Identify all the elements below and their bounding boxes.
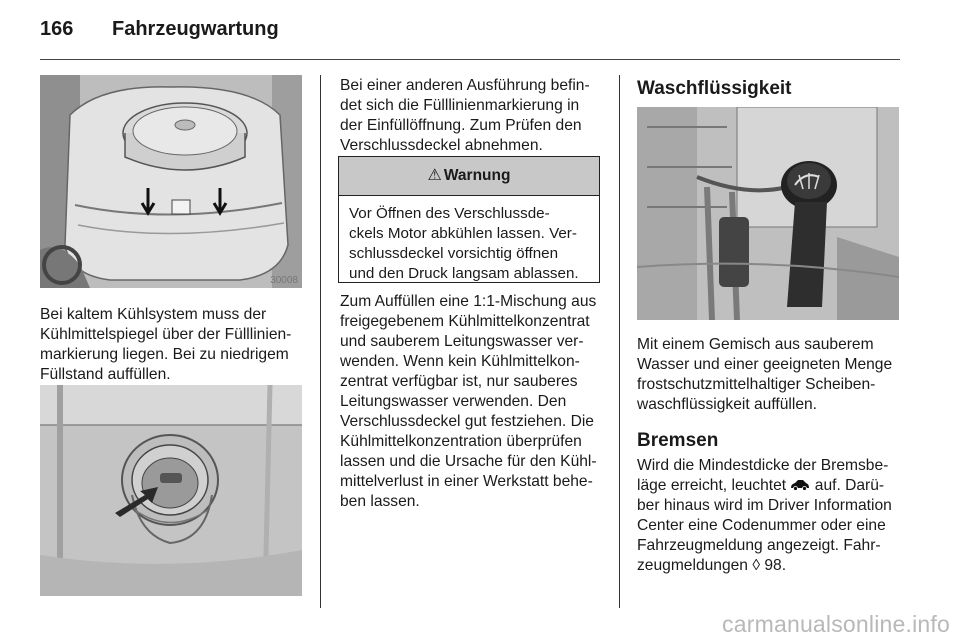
page-title: Fahrzeugwartung [112,18,279,40]
warning-box [338,156,600,283]
text-line: Mit einem Gemisch aus sauberem [637,336,874,353]
text-line: waschflüssigkeit auffüllen. [637,396,818,413]
text-line: Bei kaltem Kühlsystem muss der [40,306,267,323]
text-line: lassen und die Ursache für den Kühl- [340,453,597,470]
text-line: Zum Auffüllen eine 1:1-Mischung aus [340,293,597,310]
warning-title: Warnung [443,167,511,184]
text-line: freigegebenem Kühlmittelkonzentrat [340,313,590,330]
text-line: Kühlmittelspiegel über der Fülllinien- [40,326,292,343]
text-line: Center eine Codenummer oder eine [637,517,886,534]
text-line: frostschutzmittelhaltiger Scheiben- [637,376,876,393]
text-fragment: auf. Darü- [810,477,885,494]
section-heading-brakes: Bremsen [637,430,719,451]
text-line: Bei einer anderen Ausführung befin- [340,77,590,94]
text-line [637,476,907,496]
warning-triangle-icon: ⚠ [427,167,442,184]
text-line: Wasser und einer geeigneten Menge [637,356,893,373]
text-line [637,556,907,576]
text-line: Kühlmittelkonzentration überprüfen [340,433,582,450]
text-fragment: zeugmeldungen [637,557,753,574]
text-line: Fahrzeugmeldung angezeigt. Fahr- [637,537,881,554]
text-line: wenden. Wenn kein Kühlmittelkon- [340,353,580,370]
section-heading-washer-fluid: Waschflüssigkeit [637,78,792,99]
text-line: Füllstand auffüllen. [40,366,171,383]
text-line: Wird die Mindestdicke der Bremsbe- [637,457,889,474]
text-line: ckels Motor abkühlen lassen. Ver- [349,225,577,242]
watermark: carmanualsonline.info [722,611,950,637]
text-line: mittelverlust in einer Werkstatt behe- [340,473,593,490]
text-line: und sauberem Leitungswasser ver- [340,333,584,350]
header-rule [40,59,900,60]
text-line: Verschlussdeckel abnehmen. [340,137,543,154]
washer-fluid-text [637,335,907,415]
text-line: markierung liegen. Bei zu niedrigem [40,346,289,363]
text-line: ber hinaus wird im Driver Information [637,497,892,514]
text-fragment: läge erreicht, leuchtet [637,477,791,494]
text-line: Vor Öffnen des Verschlussde- [349,205,550,222]
washer-reservoir-image [637,107,899,320]
brake-warning-icon [790,479,810,491]
column-divider-1 [320,75,321,608]
refill-instructions-text [340,292,610,512]
alternative-version-text [340,76,610,156]
warning-header [339,157,599,196]
text-line: Verschlussdeckel gut festziehen. Die [340,413,594,430]
filler-opening-image [40,385,302,596]
page-reference-link[interactable]: 98. [760,557,787,574]
coolant-tank-image [40,75,302,288]
text-line: Leitungswasser verwenden. Den [340,393,567,410]
text-line: det sich die Fülllinienmarkierung in [340,97,580,114]
text-line: zentrat verfügbar ist, nur sauberes [340,373,578,390]
text-line: der Einfüllöffnung. Zum Prüfen den [340,117,582,134]
text-line: und den Druck langsam ablassen. [349,265,579,282]
text-line: schlussdeckel vorsichtig öffnen [349,245,559,262]
column-divider-2 [619,75,620,608]
reference-arrow-icon: ◊ [752,557,761,574]
warning-body [339,196,599,284]
coolant-level-text [40,305,315,385]
image-id: 30008 [270,275,298,286]
page-number: 166 [40,18,74,40]
text-line: ben lassen. [340,493,420,510]
brakes-text [637,456,907,576]
